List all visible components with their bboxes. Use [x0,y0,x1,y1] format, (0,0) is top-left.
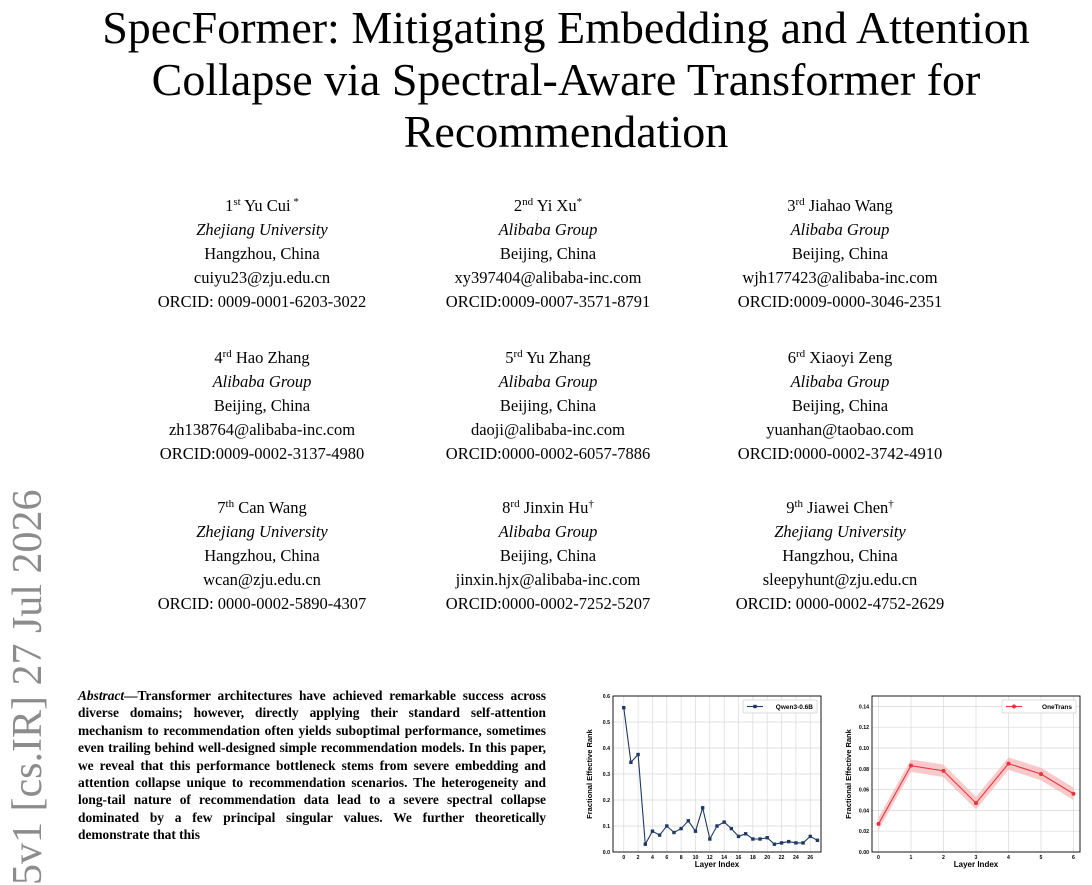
y-tick-label: 0.5 [602,720,610,726]
data-point [909,764,913,768]
abstract-lead: Abstract [78,688,125,703]
x-tick-label: 20 [764,855,771,861]
x-tick-label: 3 [974,855,978,861]
author-affiliation: Alibaba Group [498,522,598,541]
author-affiliation: Alibaba Group [790,220,890,239]
x-tick-label: 2 [942,855,945,861]
data-point [679,827,682,830]
author-ordinal: 7 [217,498,226,517]
author-orcid: ORCID:0009-0002-3137-4980 [159,444,365,463]
author-ordinal-suffix: rd [796,348,806,360]
author-mark: * [290,196,299,208]
author-affiliation: Zhejiang University [196,522,328,541]
x-tick-label: 26 [807,855,814,861]
author-ordinal-suffix: rd [510,498,520,510]
author-orcid: ORCID: 0009-0001-6203-3022 [157,292,367,311]
author-name-line [690,346,990,370]
author-orcid: ORCID: 0000-0002-4752-2629 [735,594,945,613]
author-affiliation: Alibaba Group [498,372,598,391]
author-5 [398,346,698,466]
author-4 [112,346,412,466]
author-email[interactable]: wjh177423@alibaba-inc.com [742,268,938,287]
y-tick-label: 0.08 [858,766,869,773]
author-name: Jiawei Chen [807,498,889,517]
author-email[interactable]: yuanhan@taobao.com [766,420,914,439]
author-name-line [398,194,698,218]
author-ordinal: 2 [513,196,523,215]
y-tick-label: 0.6 [602,694,610,700]
author-ordinal: 3 [787,196,796,215]
author-ordinal-suffix: th [794,498,804,510]
author-location: Beijing, China [499,546,597,565]
author-email[interactable]: jinxin.hjx@alibaba-inc.com [455,570,641,589]
x-tick-label: 22 [778,855,785,861]
author-location: Beijing, China [213,396,311,415]
data-point [942,769,946,773]
author-name-line [112,346,412,370]
data-point [766,836,769,839]
abstract-text: —Transformer architectures have achieved remarkable success across diverse domains; however, directly applying their standard self-attention mechanism to recommendation often yields suboptimal performance, sometimes even trailing behind well-designed simple recommendation models. In this paper, we reveal that this performance bottleneck stems from severe embedding and attention collapse unique to recommendation scenarios. The heterogeneity and long-tail nature of recommendation data lead to a severe spectral collapse dominated by a few principal singular values. We further theoretically demonstrate that this [78,688,546,843]
x-tick-label: 4 [651,855,654,861]
data-point [1007,762,1011,766]
author-2 [398,194,698,314]
data-point [744,832,747,835]
author-location: Beijing, China [499,244,597,263]
data-point [974,801,978,805]
y-tick-label: 0.1 [602,824,610,830]
author-name: Yu Zhang [526,348,591,367]
author-3 [690,194,990,314]
data-point [687,819,690,822]
data-point [730,827,733,830]
data-point [715,824,718,827]
author-ordinal-suffix: nd [522,196,534,208]
author-name: Xiaoyi Zeng [809,348,893,367]
y-tick-label: 0.4 [602,746,610,752]
data-point [1039,772,1043,776]
author-ordinal-suffix: rd [222,348,232,360]
author-name: Jinxin Hu [523,498,589,517]
author-name-line [112,496,412,520]
x-tick-label: 14 [721,855,728,861]
author-name-line [398,346,698,370]
data-point [672,831,675,834]
data-point [758,837,761,840]
x-tick-label: 6 [1072,855,1075,861]
legend-marker [1012,705,1016,709]
data-point [780,841,783,844]
author-ordinal: 5 [505,348,514,367]
data-point [629,761,632,764]
legend-label: Qwen3-0.6B [775,703,813,711]
y-tick-label: 0.0 [602,850,610,856]
author-location: Hangzhou, China [204,244,320,263]
author-7 [112,496,412,616]
author-ordinal-suffix: rd [513,348,523,360]
data-point [801,841,804,844]
author-name-line [398,496,698,520]
data-point [751,837,754,840]
y-tick-label: 0.10 [858,746,869,752]
qwen-rank-chart-svg [565,692,827,872]
data-point [622,706,625,709]
author-location: Beijing, China [791,244,889,263]
author-mark: * [576,196,583,208]
y-tick-label: 0.06 [858,787,869,794]
x-tick-label: 10 [692,855,699,861]
author-9 [690,496,990,616]
author-ordinal-suffix: st [233,196,241,208]
author-ordinal-suffix: rd [795,196,805,208]
author-mark: † [888,498,894,510]
author-affiliation: Alibaba Group [790,372,890,391]
data-point [658,833,661,836]
x-tick-label: 6 [665,855,669,861]
y-tick-label: 0.12 [858,725,869,732]
x-tick-label: 18 [749,855,756,861]
data-point [816,839,819,842]
x-tick-label: 0 [622,855,626,861]
author-ordinal: 6 [787,348,796,367]
author-name-line [690,194,990,218]
author-orcid: ORCID:0000-0002-7252-5207 [445,594,651,613]
author-name: Jiahao Wang [808,196,893,215]
data-point [877,822,881,826]
x-axis-label: Layer Index [694,860,740,869]
author-affiliation: Zhejiang University [196,220,328,239]
author-email[interactable]: wcan@zju.edu.cn [203,570,321,589]
data-point [651,830,654,833]
author-name: Hao Zhang [235,348,310,367]
data-point [694,830,697,833]
author-ordinal-suffix: th [225,498,235,510]
author-ordinal: 8 [502,498,511,517]
y-tick-label: 0.2 [602,798,610,804]
paper-title: SpecFormer: Mitigating Embedding and Attention Collapse via Spectral-Aware Transformer for Recommendation [102,2,1030,157]
author-ordinal: 1 [225,196,234,215]
data-point [737,835,740,838]
data-point [1072,792,1076,796]
onetrans-rank-chart [830,692,1086,872]
y-tick-label: 0.02 [858,829,869,836]
author-orcid: ORCID:0009-0007-3571-8791 [445,292,651,311]
data-point [701,806,704,809]
author-1 [112,194,412,314]
onetrans-rank-chart-svg [830,692,1086,872]
author-name: Can Wang [238,498,307,517]
qwen-rank-chart [565,692,827,872]
x-tick-label: 1 [909,855,913,861]
data-point [636,753,639,756]
arxiv-identifier: 5v1 [cs.IR] 27 Jul 2026 [5,489,51,885]
author-email[interactable]: xy397404@alibaba-inc.com [454,268,642,287]
x-tick-label: 12 [706,855,713,861]
x-tick-label: 4 [1007,855,1010,861]
author-affiliation: Zhejiang University [774,522,906,541]
author-email[interactable]: daoji@alibaba-inc.com [470,420,625,439]
author-name: Yu Cui [244,196,291,215]
x-tick-label: 5 [1039,855,1043,861]
y-tick-label: 0.14 [858,704,869,711]
y-axis-label: Fractional Effective Rank [585,729,594,819]
y-tick-label: 0.3 [602,772,610,778]
author-email[interactable]: zh138764@alibaba-inc.com [168,420,356,439]
author-affiliation: Alibaba Group [498,220,598,239]
y-axis-label: Fractional Effective Rank [844,729,853,819]
data-point [809,835,812,838]
author-8 [398,496,698,616]
data-point [644,843,647,846]
data-point [708,837,711,840]
legend-marker [753,705,756,708]
author-email[interactable]: cuiyu23@zju.edu.cn [193,268,331,287]
data-point [787,840,790,843]
author-location: Hangzhou, China [782,546,898,565]
data-point [665,824,668,827]
abstract [78,687,546,844]
author-orcid: ORCID:0009-0000-3046-2351 [737,292,943,311]
author-orcid: ORCID: 0000-0002-5890-4307 [157,594,367,613]
author-location: Beijing, China [499,396,597,415]
author-mark: † [588,498,594,510]
author-name-line [112,194,412,218]
author-ordinal: 4 [214,348,223,367]
x-tick-label: 8 [679,855,683,861]
author-name: Yi Xu [536,196,577,215]
y-tick-label: 0.00 [858,850,869,856]
author-affiliation: Alibaba Group [212,372,312,391]
author-6 [690,346,990,466]
author-name-line [690,496,990,520]
x-tick-label: 16 [735,855,742,861]
author-orcid: ORCID:0000-0002-3742-4910 [737,444,943,463]
x-tick-label: 24 [793,855,799,861]
data-point [722,820,725,823]
author-location: Hangzhou, China [204,546,320,565]
author-orcid: ORCID:0000-0002-6057-7886 [445,444,651,463]
series-line [624,708,818,845]
y-tick-label: 0.04 [858,808,869,815]
author-email[interactable]: sleepyhunt@zju.edu.cn [762,570,918,589]
data-point [773,843,776,846]
x-tick-label: 2 [636,855,640,861]
author-location: Beijing, China [791,396,889,415]
author-ordinal: 9 [786,498,795,517]
x-tick-label: 0 [877,855,880,861]
legend-label: OneTrans [1042,703,1072,711]
x-axis-label: Layer Index [953,860,999,869]
data-point [794,841,797,844]
